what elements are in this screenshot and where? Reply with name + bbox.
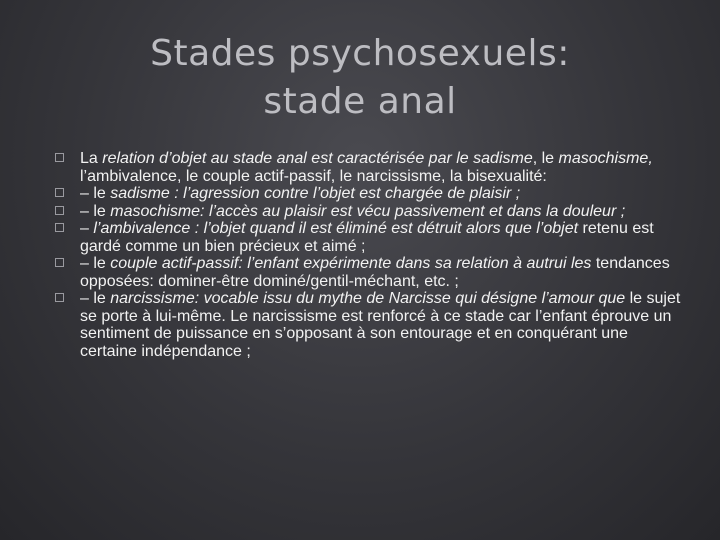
text-run: retenu est gardé comme un bien précieux et aimé ; <box>80 220 654 255</box>
italic-text-run: sadisme : l’agression contre l’objet est chargée de plaisir ; <box>110 185 521 202</box>
slide-title-line-2: stade anal <box>263 81 457 122</box>
italic-text-run: couple actif-passif: l’enfant expérimente dans sa relation à autrui les <box>110 255 592 272</box>
bullet-item <box>60 150 685 185</box>
italic-text-run: masochisme: l’accès au plaisir est vécu passivement et dans la douleur ; <box>110 202 626 220</box>
italic-text-run: masochisme, <box>558 150 653 167</box>
bullet-item <box>60 255 685 290</box>
bullet-square-icon <box>55 293 64 302</box>
text-run: La <box>80 150 103 167</box>
text-run: – le <box>80 255 111 272</box>
text-run: , le <box>532 150 559 167</box>
slide-title <box>0 30 720 126</box>
text-run: tendances opposées: dominer-être dominé/gentil-méchant, etc. ; <box>80 255 670 290</box>
slide-title-line-1: Stades psychosexuels: <box>150 33 570 74</box>
bullet-square-icon <box>55 153 64 162</box>
italic-text-run: narcissisme: vocable issu du mythe de Narcisse qui désigne l’amour que <box>110 290 626 307</box>
text-run: – le <box>80 185 111 202</box>
bullet-list <box>60 150 685 360</box>
bullet-item <box>60 290 685 360</box>
text-run: – le <box>80 290 111 307</box>
bullet-square-icon <box>55 206 64 215</box>
italic-text-run: relation d’objet au stade anal est caractérisée par le sadisme <box>102 150 533 167</box>
text-run: l’ambivalence, le couple actif-passif, le narcissisme, la bisexualité: <box>80 167 547 185</box>
italic-text-run: l’ambivalence : l’objet quand il est éliminé est détruit alors que l’objet <box>93 220 579 237</box>
bullet-square-icon <box>55 223 64 232</box>
bullet-item <box>60 203 685 221</box>
bullet-square-icon <box>55 188 64 197</box>
bullet-square-icon <box>55 258 64 267</box>
text-run: le sujet se porte à lui-même. Le narcissisme est renforcé à ce stade car l’enfant éprouve un sentiment de puissance en s’opposant à son entourage et en conquérant une certaine indépendance ; <box>80 290 681 360</box>
text-run: – le <box>80 202 111 220</box>
bullet-item <box>60 220 685 255</box>
bullet-item <box>60 185 685 203</box>
text-run: – <box>80 220 94 237</box>
